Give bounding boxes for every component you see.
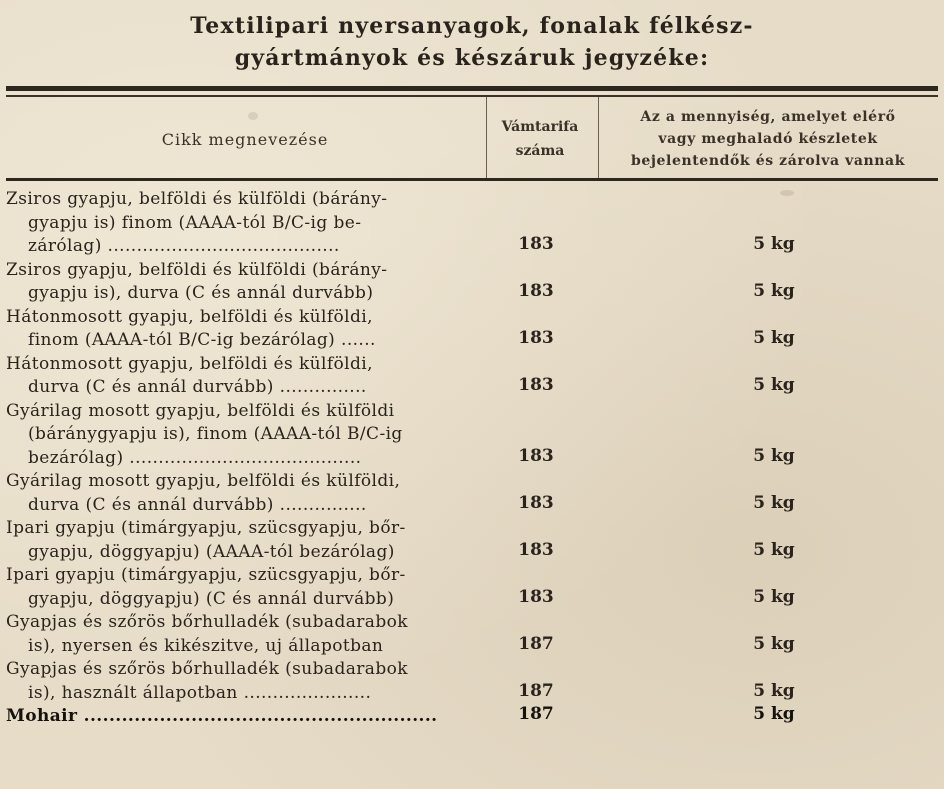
- item-name-line: Hátonmosott gyapju, belföldi és külföldi,: [6, 306, 373, 327]
- header-rule-thick: [6, 86, 938, 91]
- list-item: [0, 259, 944, 306]
- item-quantity: 5 kg: [753, 328, 795, 348]
- item-tariff: 187: [518, 704, 554, 724]
- document-title: [0, 10, 944, 74]
- item-tariff: 183: [518, 539, 554, 560]
- tariff-header-line-2: száma: [515, 143, 565, 159]
- item-quantity: 5 kg: [753, 633, 795, 654]
- item-name-line: Gyárilag mosott gyapju, belföldi és külföldi,: [6, 471, 401, 491]
- ink-smudge: [780, 190, 794, 196]
- item-tariff: 187: [518, 633, 554, 654]
- quantity-header-line-1: Az a mennyiség, amelyet elérő: [640, 109, 896, 125]
- item-name-line: Gyárilag mosott gyapju, belföldi és külföldi: [6, 400, 395, 421]
- list-item: [0, 517, 944, 564]
- item-name-line: Hátonmosott gyapju, belföldi és külföldi,: [6, 353, 373, 374]
- column-header-name: [6, 100, 484, 178]
- header-rule-thin: [6, 95, 938, 97]
- item-tariff: 183: [518, 375, 554, 395]
- item-name-line: durva (C és annál durvább) ...............: [28, 377, 367, 397]
- item-list: [0, 188, 944, 729]
- item-quantity: 5 kg: [753, 539, 795, 560]
- ink-smudge: [248, 112, 258, 120]
- list-item: [0, 564, 944, 611]
- item-tariff: 183: [518, 445, 554, 466]
- item-name-line: is), nyersen és kikészitve, uj állapotban: [28, 635, 384, 656]
- item-name-line: (báránygyapju is), finom (AAAA-tól B/C-ig: [28, 424, 403, 444]
- item-tariff: 183: [518, 234, 554, 254]
- item-quantity: 5 kg: [753, 234, 795, 254]
- column-header-quantity: [598, 100, 938, 178]
- item-name-line: Ipari gyapju (timárgyapju, szücsgyapju, bőr-: [6, 518, 406, 538]
- item-quantity: 5 kg: [753, 492, 795, 513]
- item-tariff: 183: [518, 328, 554, 348]
- list-item: [0, 611, 944, 658]
- item-tariff: 187: [518, 680, 554, 701]
- item-quantity: 5 kg: [753, 586, 795, 607]
- column-header-tariff: [484, 100, 596, 178]
- item-name-line: durva (C és annál durvább) ...............: [28, 494, 367, 515]
- item-name-line: Zsiros gyapju, belföldi és külföldi (bárány-: [6, 259, 388, 280]
- item-quantity: 5 kg: [753, 445, 795, 466]
- item-name-line: gyapju, döggyapju) (AAAA-tól bezárólag): [28, 541, 395, 562]
- item-name-line: Ipari gyapju (timárgyapju, szücsgyapju, bőr-: [6, 565, 406, 585]
- title-line-2: gyártmányok és készáruk jegyzéke:: [234, 45, 710, 71]
- item-name-line: bezárólag) ........................................: [28, 447, 362, 468]
- item-quantity: 5 kg: [753, 281, 795, 301]
- item-tariff: 183: [518, 586, 554, 607]
- item-tariff: 183: [518, 492, 554, 513]
- item-name-line: gyapju is) finom (AAAA-tól B/C-ig be-: [28, 212, 362, 233]
- item-name-line: Gyapjas és szőrös bőrhulladék (subadarabok: [6, 659, 408, 679]
- list-item: [0, 470, 944, 517]
- list-item: [0, 188, 944, 259]
- list-item: [0, 658, 944, 705]
- item-quantity: 5 kg: [753, 375, 795, 395]
- list-item: [0, 705, 944, 729]
- item-name-line: is), használt állapotban ......................: [28, 682, 372, 703]
- item-name-line: zárólag) ........................................: [28, 236, 340, 256]
- item-name-line: gyapju, döggyapju) (C és annál durvább): [28, 588, 395, 609]
- item-name-line: gyapju is), durva (C és annál durvább): [28, 283, 374, 303]
- quantity-header-line-3: bejelentendők és zárolva vannak: [630, 153, 906, 169]
- column-header-name-text: Cikk megnevezése: [161, 129, 329, 149]
- header-rule-bottom: [6, 178, 938, 181]
- item-quantity: 5 kg: [753, 704, 795, 724]
- list-item: [0, 306, 944, 353]
- title-line-1: Textilipari nyersanyagok, fonalak félkész-: [190, 13, 754, 39]
- item-name-line: Gyapjas és szőrös bőrhulladék (subadarabok: [6, 612, 408, 632]
- list-item: [0, 400, 944, 471]
- quantity-header-line-2: vagy meghaladó készletek: [658, 131, 878, 147]
- tariff-header-line-1: Vámtarifa: [501, 119, 579, 135]
- item-name-line: Zsiros gyapju, belföldi és külföldi (bárány-: [6, 189, 388, 209]
- item-name-line: finom (AAAA-tól B/C-ig bezárólag) ......: [28, 330, 376, 350]
- item-quantity: 5 kg: [753, 680, 795, 701]
- item-tariff: 183: [518, 281, 554, 301]
- item-name-line: Mohair ........................................................: [6, 706, 438, 726]
- list-item: [0, 353, 944, 400]
